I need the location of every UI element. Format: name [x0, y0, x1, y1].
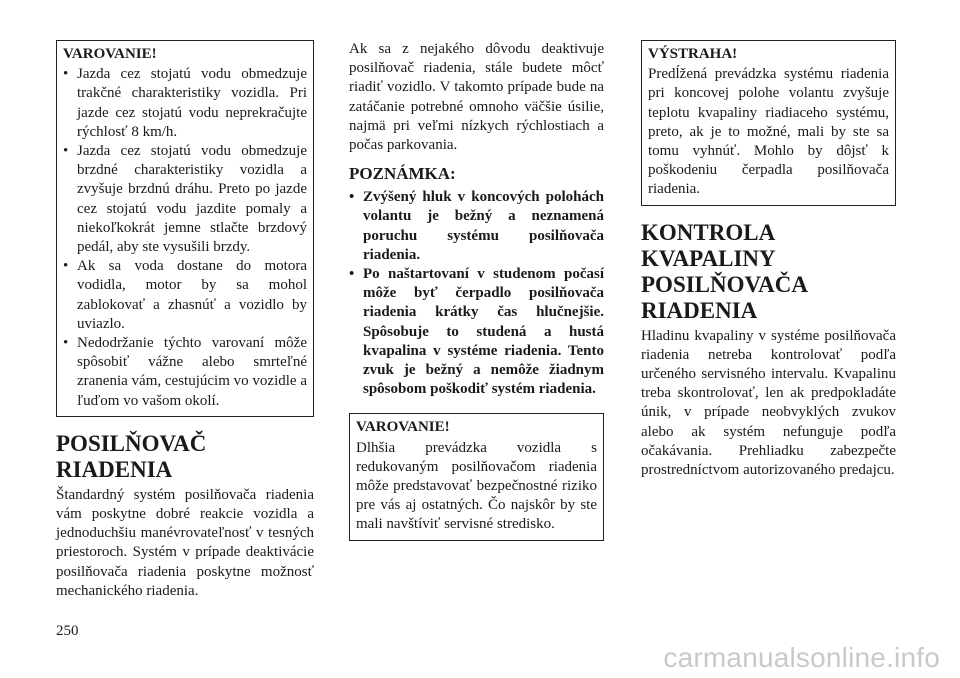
left-column — [56, 40, 314, 601]
caution-body: Predĺžená prevádzka systému riadenia pri koncovej polohe volantu zvyšuje teplotu kvapaliny riadiaceho systému, preto, ak je to možné, mali by ste sa tomu vyhnúť. Mohlo by dôjsť k poškodeniu čerpadla posilňovača riadenia. — [648, 66, 889, 198]
caution-title: VÝSTRAHA! — [648, 46, 738, 62]
note-list — [349, 188, 604, 399]
warning-body-2: Dlhšia prevádzka vozidla s redukovaným posilňovačom riadenia môže predstavovať bezpečnostné riziko pre vás aj ostatných. Čo najskôr by ste mali navštíviť servisné stredisko. — [356, 439, 597, 533]
warning-item: • Nedodržanie týchto varovaní môže spôsobiť vážne alebo smrteľné zranenia vám, cestujúcim vo vozidle a ľuďom vo vašom okolí. — [63, 334, 307, 411]
warning-list — [63, 65, 307, 411]
section-heading-fluid-check: KONTROLA KVAPALINY POSILŇOVAČA RIADENIA — [641, 219, 807, 323]
intro-paragraph: Ak sa z nejakého dôvodu deaktivuje posilňovač riadenia, stále budete môcť riadiť vozidlo. V takomto prípade bude na zatáčanie potrebné omnoho väčšie úsilie, najmä pri veľmi nízkych rýchlostiach a počas parkovania. — [349, 41, 604, 154]
section-body-fluid-check: Hladinu kvapaliny v systéme posilňovača riadenia netreba kontrolovať podľa určeného servisného intervalu. Kvapalinu treba skontrolovať, len ak predpokladáte únik, v prípade neobvyklých zvukov alebo ak systém nefunguje podľa očakávania. Prehliadku zabezpečte prostredníctvom autorizovaného predajcu. — [641, 327, 896, 479]
warning-box-2 — [349, 413, 604, 540]
page-number: 250 — [56, 623, 79, 639]
warning-box — [56, 40, 314, 417]
warning-title: VAROVANIE! — [63, 46, 157, 62]
middle-column — [349, 40, 604, 541]
caution-box — [641, 40, 896, 206]
section-heading-power-steering: POSILŇOVAČ RIADENIA — [56, 430, 207, 482]
right-column — [641, 40, 896, 480]
note-item: • Po naštartovaní v studenom počasí môže byť čerpadlo posilňovača riadenia krátky čas hlučnejšie. Spôsobuje to studená a hustá kvapalina v systéme riadenia. Tento zvuk je bežný a nemôže žiadnym spôsobom poškodiť systém riadenia. — [349, 265, 604, 399]
warning-title-2: VAROVANIE! — [356, 419, 450, 436]
warning-item: • Ak sa voda dostane do motora vodidla, motor by sa mohol zablokovať a zhasnúť a vozidlo by uviazlo. — [63, 257, 307, 334]
note-title: POZNÁMKA: — [349, 164, 456, 184]
note-item: • Zvýšený hluk v koncových polohách volantu je bežný a neznamená poruchu systému posilňovača riadenia. — [349, 188, 604, 265]
watermark: carmanualsonline.info — [663, 642, 940, 673]
section-body-power-steering: Štandardný systém posilňovača riadenia vám poskytne dobré reakcie vozidla a jednoduchšiu manévrovateľnosť v tesných priestoroch. Systém v prípade deaktivácie posilňovača riadenia poskytne možnosť mechanického riadenia. — [56, 486, 314, 599]
warning-item: • Jazda cez stojatú vodu obmedzuje trakčné charakteristiky vozidla. Pri jazde cez stojatú vodu neprekračujte rýchlosť 8 km/h. — [63, 65, 307, 142]
warning-item: • Jazda cez stojatú vodu obmedzuje brzdné charakteristiky vozidla a zvyšuje brzdnú dráhu. Preto po jazde cez stojatú vodu jazdite pomaly a niekoľkokrát jemne stlačte brzdový pedál, aby ste vysušili brzdy. — [63, 142, 307, 257]
